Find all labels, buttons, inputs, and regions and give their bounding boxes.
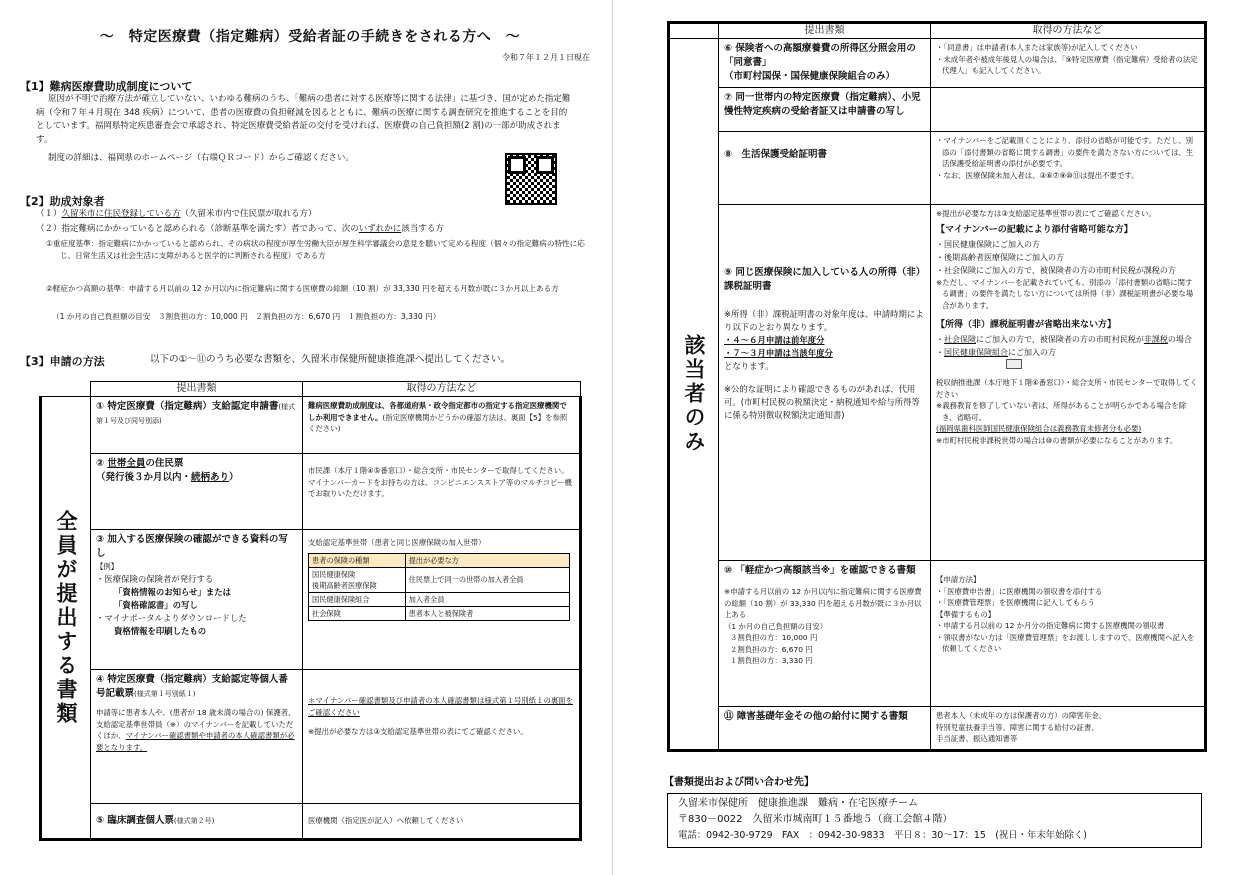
col-header-documents: 提出書類 <box>91 382 303 397</box>
date-label: 令和７年１２月１日現在 <box>502 53 590 62</box>
contact-dept: 久留米市保健所 健康推進課 難病・在宅医療チーム <box>678 798 918 809</box>
all-submit-side-label: 全員が提出する書類 <box>41 397 91 840</box>
doc-row-9: ⑨ 同じ医療保険に加入している人の所得（非）課税証明書 ※所得（非）課税証明書の対象年度は、申請時期により以下のとおり異なります。 ・４～６月申請は前年度分 ・７～３月申請は当該年度分 となります。 ※公的な証明により確認できるものがあれば、代用可。(市町村民税の税額決定・納税通知や給与所得等に係る特別徴収税額決定通知書) <box>719 205 931 561</box>
insurance-type-table: 患者の保険の種類 提出が必要な方 国民健康保険 後期高齢者医療保険 住民票上で同一の世帯の加入者全員 国民健康保険組合 加入者全員 社会保険 患者本人と被保険者 <box>308 553 570 621</box>
conditional-documents-table: 提出書類 取得の方法など 該当者のみ ⑥ 保険者への高額療養費の所得区分照会用の「同意書」 （市町村国保・国保健康保険組合のみ） ・「同意書」は申請者(本人または家族等)が記入してください ・未成年者や被成年後見人の場合は、「⑨特定医療費（指定難病）受給者の法定代理人」も記入してください。 ⑦ 同一世帯内の特定医療費（指定難病）、小児慢性特定疾病の受給者証又は申請書の写し ⑧ 生活保護受給証明書 ・マイナンバーをご記載頂くことにより、添付の省略が可能です。ただし、別添の「添付書類の省略に関する調書」の要件を満たさない方については、生活保護受給証明書の添付が必要です。 ・なお、医療保険未加入者は、③⑥⑦⑨⑩⑪は提出不要です。 ⑨ 同じ医療保険に加入している人の所得（非）課税証明書 ※所得（非）課税証明書の対象年度は、申請時期により以下のとおり異なります。 ・４～６月申請は前年度分 ・７～３月申請は当該年度分 となります。 ※公的な証明により確認できるものがあれば、代用可。(市町村民税の税額決定・納税通知や給与所得等に係る特別徴収税額決定通知書) ※提出が必要な方は③支給認定基準世帯の表にてご確認ください。 【マイナンバーの記載により添付省略可能な方】 ・国民健康保険にご加入の方 ・後期高齢者医療保険にご加入の方 ・社会保険にご加入の方で、被保険者の方の市町村民税が課税の方 ※ただし、マイナンバーを記載されていても、別添の「添付書類の省略に関する調書」の要件を満たしない方については所得（非）課税証明書が必要な場合があります。 【所得（非）課税証明書が省略出来ない方】 ・社会保険にご加入の方で、被保険者の方の市町村民税が非課税の場合 ・国民健康保険組合にご加入の方 税収納推進課（本庁地下１階④番窓口）・総合支所・市民センターで取得してください ※義務教育を修了していない者は、所得があることが明らかである場合を除き、省略可。 (福岡県歯科医師国民健康保険組合は義務教育未修者分も必要) ※市町村民税非課税世帯の場合は⑩の書類が必要になることがあります。 ⑩ 「軽症かつ高額該当※」を確認できる書類 ※申請する月以前の 12 か月以内に指定難病に関する医療費の総額（10 割）が 33,330 円を超える月数が既に３か月以上ある （1 か月の自己負担額の目安） ３割負担の方：10,000 円 ２割負担の方：6,670 円 １割負担の方：3,330 円 【申請方法】 ・「医療費申告書」に医療機関の領収書を添付する ・「医療費管理票」を医療機関に記入してもらう 【準備するもの】 ・申請する月以前の 12 か月分の指定難病に関する医療機関の領収書 ・領収書がない方は「医療費管理票」をお渡ししますので、医療機関へ記入を依頼してください ⑪ 障害基礎年金その他の給付に関する書類 患者本人（未成年の方は保護者の方）の障害年金、 特別児童扶養手当等、障害に関する給付の証書、 手当証書、振込通知書等 <box>667 21 1207 752</box>
section3-intro: 以下の①～⑪のうち必要な書類を、久留米市保健所健康推進課へ提出してください。 <box>150 354 511 365</box>
doc-row-6: ⑥ 保険者への高額療養費の所得区分照会用の「同意書」 （市町村国保・国保健康保険組合のみ） <box>719 39 931 88</box>
doc-row-8: ⑧ 生活保護受給証明書 <box>719 132 931 205</box>
right-page <box>622 0 1233 875</box>
doc-row-10: ⑩ 「軽症かつ高額該当※」を確認できる書類 ※申請する月以前の 12 か月以内に指定難病に関する医療費の総額（10 割）が 33,330 円を超える月数が既に３か月以上ある （1 か月の自己負担額の目安） ３割負担の方：10,000 円 ２割負担の方：6,670 円 １割負担の方：3,330 円 <box>719 561 931 707</box>
arrow-down-icon <box>936 359 1199 373</box>
conditional-side-label: 該当者のみ <box>669 39 719 751</box>
doc-row-7: ⑦ 同一世帯内の特定医療費（指定難病）、小児慢性特定疾病の受給者証又は申請書の写し <box>719 88 931 132</box>
section2-heading: 【2】助成対象者 <box>20 195 105 208</box>
section3-heading: 【3】申請の方法 <box>20 355 105 368</box>
doc-row-1: ① 特定医療費（指定難病）支給認定申請書(様式第１号及び同号別添) <box>91 397 303 454</box>
section1-heading: 【1】難病医療費助成制度について <box>20 80 193 93</box>
contact-address: 〒830－0022 久留米市城南町１５番地５（商工会館４階） <box>678 814 953 825</box>
col-header-method: 取得の方法など <box>303 382 581 397</box>
section2-item1: （１）久留米市に住民登録している方（久留米市内で住民票が取れる方） <box>36 209 317 219</box>
left-page <box>0 0 612 875</box>
col-header-documents-right: 提出書類 <box>719 23 931 39</box>
section1-body: 原因が不明で治療方法が確立していない、いわゆる難病のうち、「難病の患者に対する医療等に関する法律」に基づき、国が定めた指定難病（令和７年４月現在 348 疾病）について、患者の医療費の負担軽減を図るとともに、難病の医療に関する調査研究を推進することを目的としています。福岡県特定疾患審査会で承認され、特定医療費受給者証の交付を受ければ、医療費の自己負担額(2 割)の一部が助成されます。 <box>36 94 571 145</box>
qr-code-icon <box>505 153 557 205</box>
section1-body2: 制度の詳細は、福岡県のホームページ（右端ＱＲコード）からご確認ください。 <box>48 153 354 163</box>
doc-row-4: ④ 特定医療費（指定難病）支給認定等個人番号記載票(様式第１号別紙１) 申請等に患者本人や、(患者が 18 歳未満の場合の) 保護者、支給認定基準世帯員（※）のマイナンバーを記載していただくほか、マイナンバー確認書類や申請者の本人確認書類が必要となります。 <box>91 670 303 804</box>
col-header-method-right: 取得の方法など <box>931 23 1206 39</box>
section2-item2: （２）指定難病にかかっていると認められる（診断基準を満たす）者であって、次のいずれかに該当する方 <box>36 224 444 234</box>
contact-phone: 電話：0942-30-9729 FAX ：0942-30-9833 平日８：30～17：15 (祝日・年末年始除く) <box>678 830 1087 841</box>
contact-heading: 【書類提出および問い合わせ先】 <box>664 777 814 788</box>
section2-item2a: ①重症度基準：指定難病にかかっていると認められ、その病状の程度が厚生労働大臣が厚生科学審議会の意見を聴いて定める程度（個々の指定難病の特性に応じ、日常生活又は社会生活に支障があると医学的に判断される程度）である方 <box>46 239 585 260</box>
doc-row-5: ⑤ 臨床調査個人票(様式第２号) <box>91 804 303 840</box>
doc-row-2: ② 世帯全員の住民票 （発行後３か月以内・続柄あり） <box>91 454 303 530</box>
contact-box <box>667 793 1202 848</box>
page-title: ～ 特定医療費（指定難病）受給者証の手続きをされる方へ ～ <box>99 29 521 45</box>
doc-row-11: ⑪ 障害基礎年金その他の給付に関する書類 <box>719 707 931 751</box>
section2-item2b: ②軽症かつ高額の基準：申請する月以前の 12 か月以内に指定難病に関する医療費の総額（10 割）が 33,330 円を超える月数が既に３か月以上ある方 <box>46 284 559 293</box>
required-documents-table: 提出書類 取得の方法など 全員が提出する書類 ① 特定医療費（指定難病）支給認定申請書(様式第１号及び同号別添) 難病医療費助成制度は、各都道府県・政令指定都市の指定する指定医療機関でしか利用できません。(指定医療機関かどうかの確認方法は、裏面【5】を参照ください) ② 世帯全員の住民票 （発行後３か月以内・続柄あり） 市民課（本庁１階④⑤番窓口）・総合支所・市民センターで取得してください。 マイナンバーカードをお持ちの方は、コンビニエンスストア等のマルチコピー機でお取りいただけます。 ③ 加入する医療保険の確認ができる資料の写し 【例】 ・医療保険の保険者が発行する 「資格情報のお知らせ」または 「資格確認書」の写し ・マイナポータルよりダウンロードした 資格情報を印刷したもの 支給認定基準世帯（患者と同じ医療保険の加入世帯） 患者の保険の種類 提出が必要な方 国民健康保険 後期高齢者医療保険 住民票上で同一の世帯の加入者全員 国民健康保険組合 加入者全員 社会保険 患者本人と被保険者 ④ 特定医療費（指定難病）支給認定等個人番号記載票(様式第１号別紙１) 申請等に患者本人や、(患者が 18 歳未満の場合の) 保護者、支給認定基準世帯員（※）のマイナンバーを記載していただくほか、マイナンバー確認書類や申請者の本人確認書類が必要となります。 ＊マイナンバー確認書類及び申請者の本人確認書類は様式第１号別紙１の裏面をご確認ください ※提出が必要な方は③支給認定基準世帯の表にてご確認ください。 ⑤ 臨床調査個人票(様式第２号) 医療機関（指定医が記入）へ依頼してください <box>39 381 582 841</box>
section2-item2c: （1 か月の自己負担額の目安 ３割負担の方：10,000 円 ２割負担の方：6,670 円 １割負担の方：3,330 円） <box>52 312 441 321</box>
doc-row-3: ③ 加入する医療保険の確認ができる資料の写し 【例】 ・医療保険の保険者が発行する 「資格情報のお知らせ」または 「資格確認書」の写し ・マイナポータルよりダウンロードした 資格情報を印刷したもの <box>91 530 303 670</box>
